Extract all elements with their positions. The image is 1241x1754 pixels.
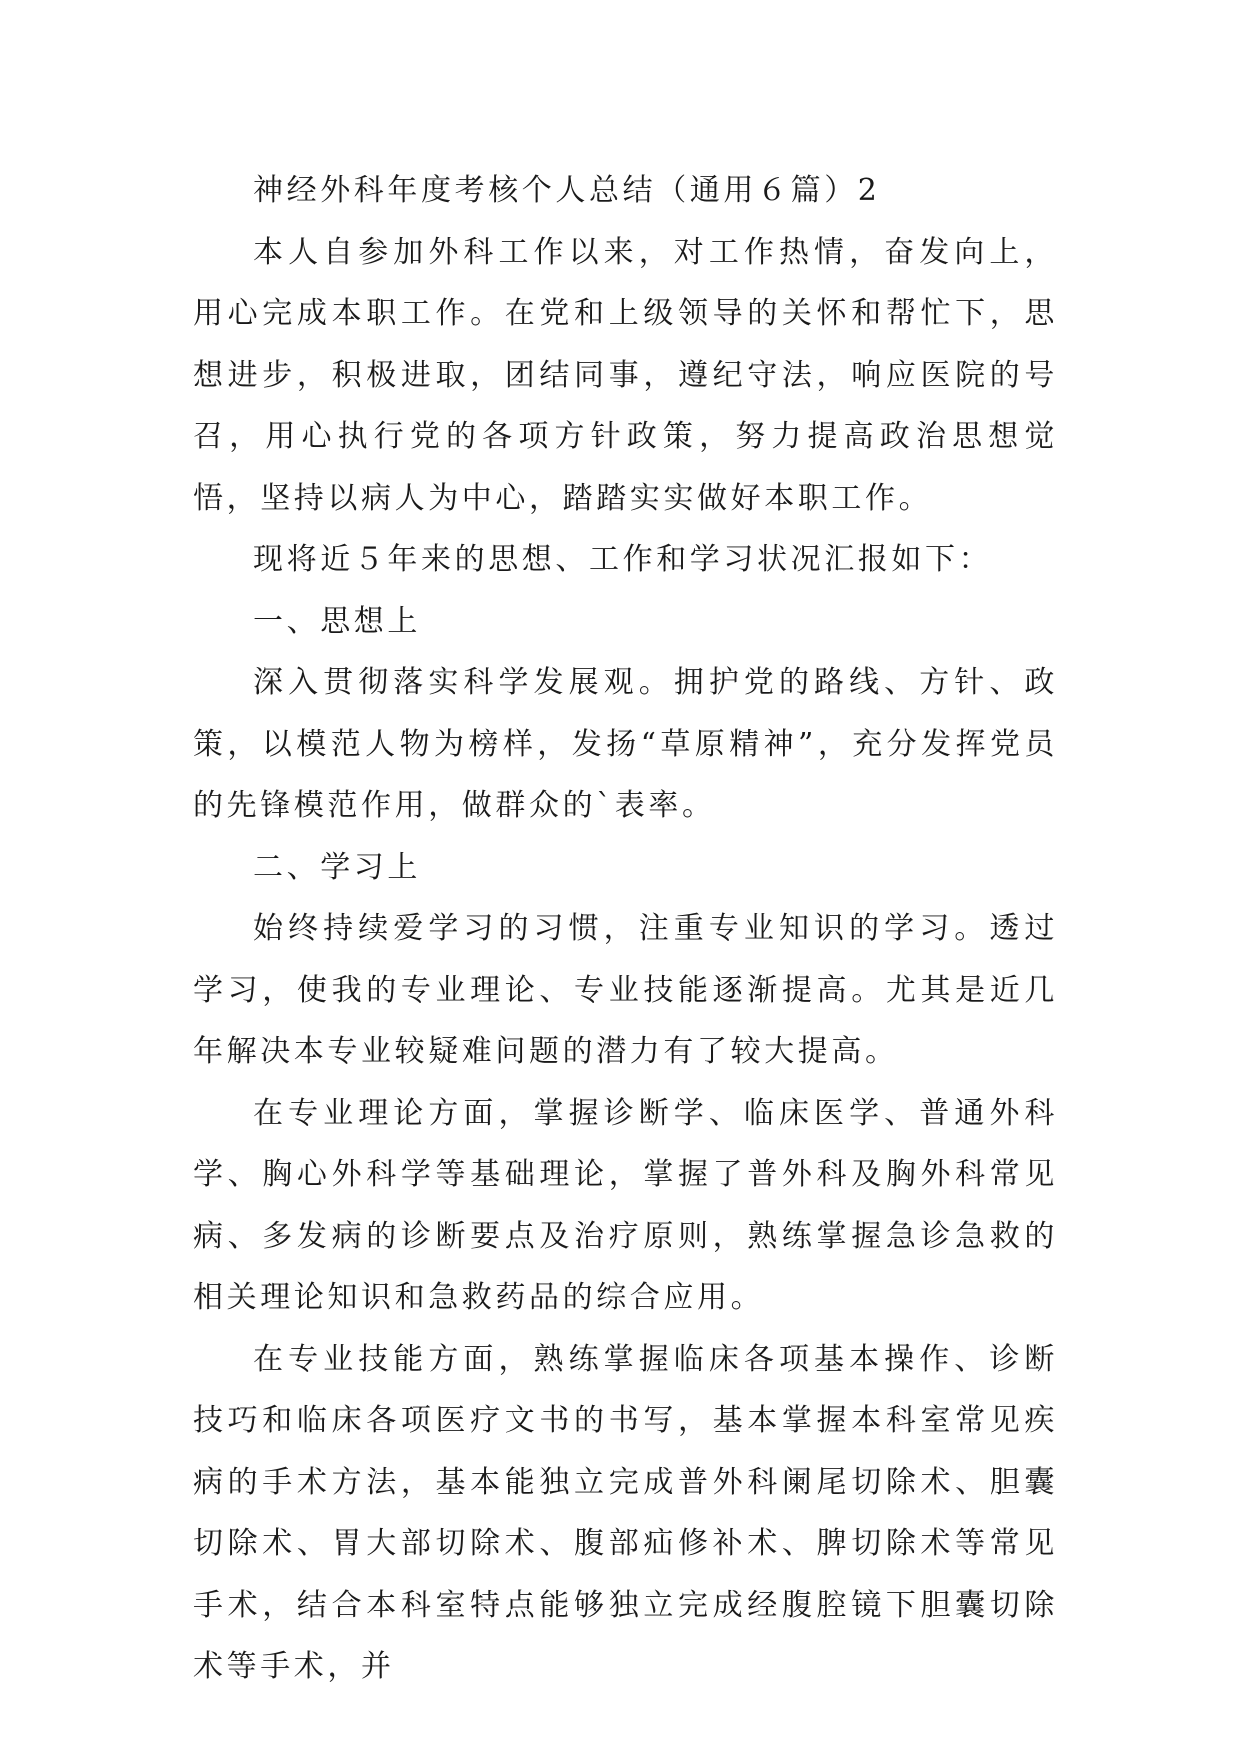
section-heading-thought: 一、思想上: [253, 603, 421, 639]
paragraph-report-lead: 现将近５年来的思想、工作和学习状况汇报如下：: [253, 542, 993, 577]
section-heading-study: 二、学习上: [253, 849, 421, 885]
paragraph-intro: 本人自参加外科工作以来，对工作热情，奋发向上，用心完成本职工作。在党和上级领导的关怀和帮忙下，思想进步，积极进取，团结同事，遵纪守法，响应医院的号召，用心执行党的各项方针政策，努力提高政治思想觉悟，坚持以病人为中心，踏踏实实做好本职工作。: [193, 234, 1058, 516]
paragraph-thought: 深入贯彻落实科学发展观。拥护党的路线、方针、政策，以模范人物为榜样，发扬“草原精神”，充分发挥党员的先锋模范作用，做群众的`表率。: [193, 665, 1058, 823]
document-title: 神经外科年度考核个人总结（通用６篇）2: [253, 173, 881, 208]
paragraph-skills: 在专业技能方面，熟练掌握临床各项基本操作、诊断技巧和临床各项医疗文书的书写，基本掌握本科室常见疾病的手术方法，基本能独立完成普外科阑尾切除术、胆囊切除术、胃大部切除术、腹部疝修补术、脾切除术等常见手术，结合本科室特点能够独立完成经腹腔镜下胆囊切除术等手术，并: [193, 1341, 1058, 1684]
paragraph-study: 始终持续爱学习的习惯，注重专业知识的学习。透过学习，使我的专业理论、专业技能逐渐提高。尤其是近几年解决本专业较疑难问题的潜力有了较大提高。: [193, 911, 1058, 1069]
document-body: [193, 160, 1058, 1698]
paragraph-theory: 在专业理论方面，掌握诊断学、临床医学、普通外科学、胸心外科学等基础理论，掌握了普外科及胸外科常见病、多发病的诊断要点及治疗原则，熟练掌握急诊急救的相关理论知识和急救药品的综合应用。: [193, 1095, 1058, 1315]
